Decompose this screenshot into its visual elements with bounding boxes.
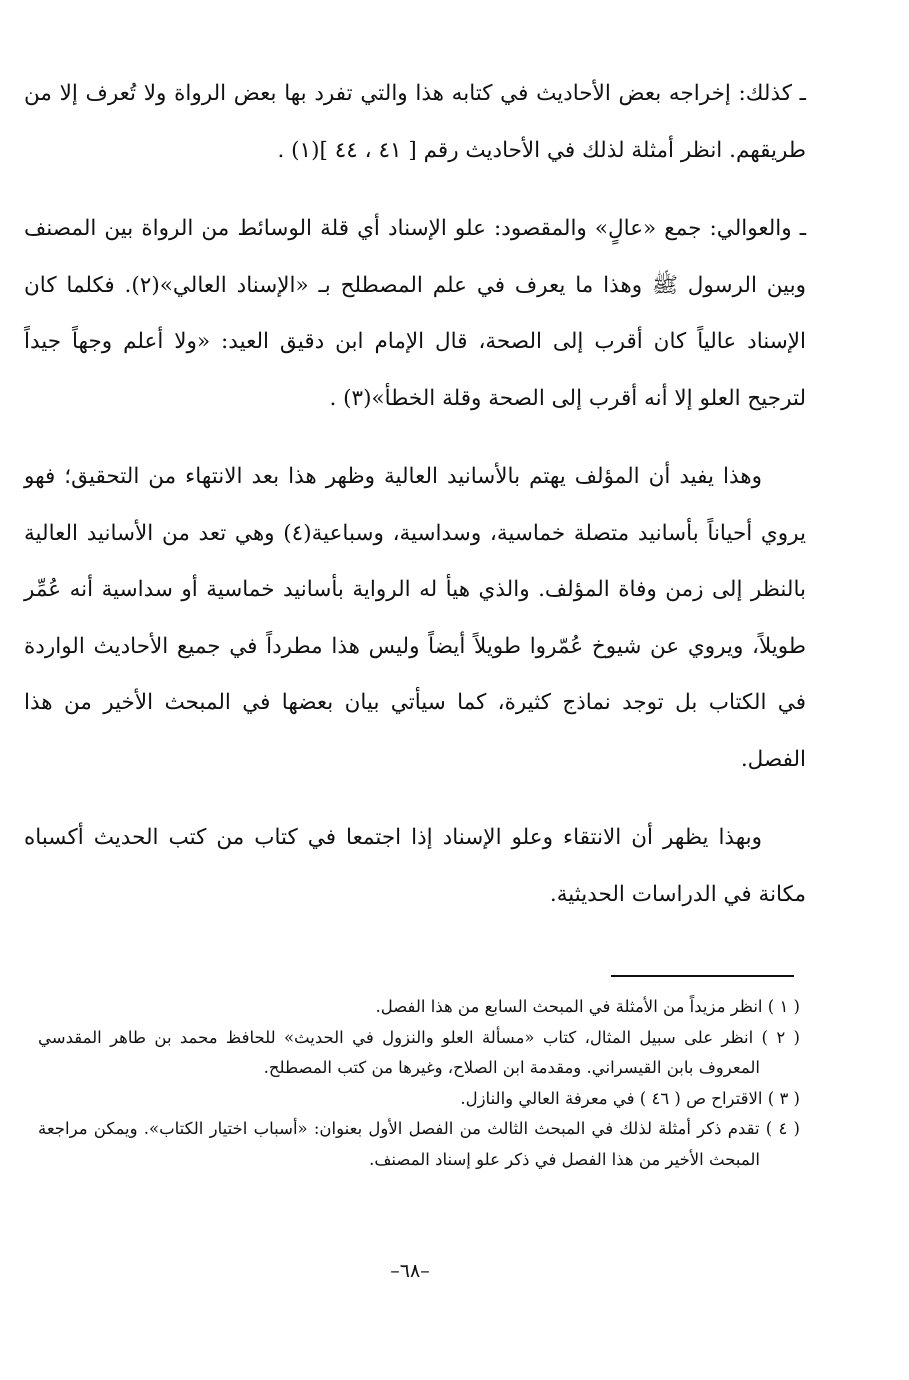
footnotes xyxy=(38,992,800,1175)
paragraph-conclusion: وبهذا يظهر أن الانتقاء وعلو الإسناد إذا اجتمعا في كتاب من كتب الحديث أكسباه مكانة في الدراسات الحديثية. xyxy=(24,825,806,907)
footnote-1: ( ١ ) انظر مزيداً من الأمثلة في المبحث السابع من هذا الفصل. xyxy=(375,997,800,1016)
paragraph-author-chains: وهذا يفيد أن المؤلف يهتم بالأسانيد العالية وظهر هذا بعد الانتهاء من التحقيق؛ فهو يروي أحياناً بأسانيد متصلة خماسية، وسداسية، وسباعية(٤) وهي تعد من الأسانيد العالية بالنظر إلى زمن وفاة المؤلف. والذي هيأ له الرواية بأسانيد خماسية أو سداسية أنه عُمِّر طويلاً، ويروي عن شيوخ عُمّروا طويلاً أيضاً وليس هذا مطرداً في جميع الأحاديث الواردة في الكتاب بل توجد نماذج كثيرة، كما سيأتي بيان بعضها في المبحث الأخير من هذا الفصل. xyxy=(24,464,806,772)
footnote-4: ( ٤ ) تقدم ذكر أمثلة لذلك في المبحث الثالث من الفصل الأول بعنوان: «أسباب اختيار الكتاب». ويمكن مراجعة المبحث الأخير من هذا الفصل في ذكر علو إسناد المصنف. xyxy=(38,1119,800,1169)
footnote-separator xyxy=(611,975,794,977)
main-text xyxy=(24,66,806,945)
footnote-2: ( ٢ ) انظر على سبيل المثال، كتاب «مسألة العلو والنزول في الحديث» للحافظ محمد بن طاهر المقدسي المعروف بابن القيسراني. ومقدمة ابن الصلاح، وغيرها من كتب المصطلح. xyxy=(38,1027,800,1077)
paragraph-intro-selection: ـ كذلك: إخراجه بعض الأحاديث في كتابه هذا والتي تفرد بها بعض الرواة ولا تُعرف إلا من طريقهم. انظر أمثلة لذلك في الأحاديث رقم [ ٤١ ، ٤٤ ](١) . xyxy=(24,81,806,163)
page-number: –٦٨– xyxy=(390,1260,430,1282)
footnote-3: ( ٣ ) الاقتراح ص ( ٤٦ ) في معرفة العالي والنازل. xyxy=(460,1088,800,1108)
paragraph-awali-definition: ـ والعوالي: جمع «عالٍ» والمقصود: علو الإسناد أي قلة الوسائط من الرواة بين المصنف وبين الرسول ﷺ وهذا ما يعرف في علم المصطلح بـ «الإسناد العالي»(٢). فكلما كان الإسناد عالياً كان أقرب إلى الصحة، قال الإمام ابن دقيق العيد: «ولا أعلم وجهاً جيداً لترجيح العلو إلا أنه أقرب إلى الصحة وقلة الخطأ»(٣) . xyxy=(24,216,806,411)
